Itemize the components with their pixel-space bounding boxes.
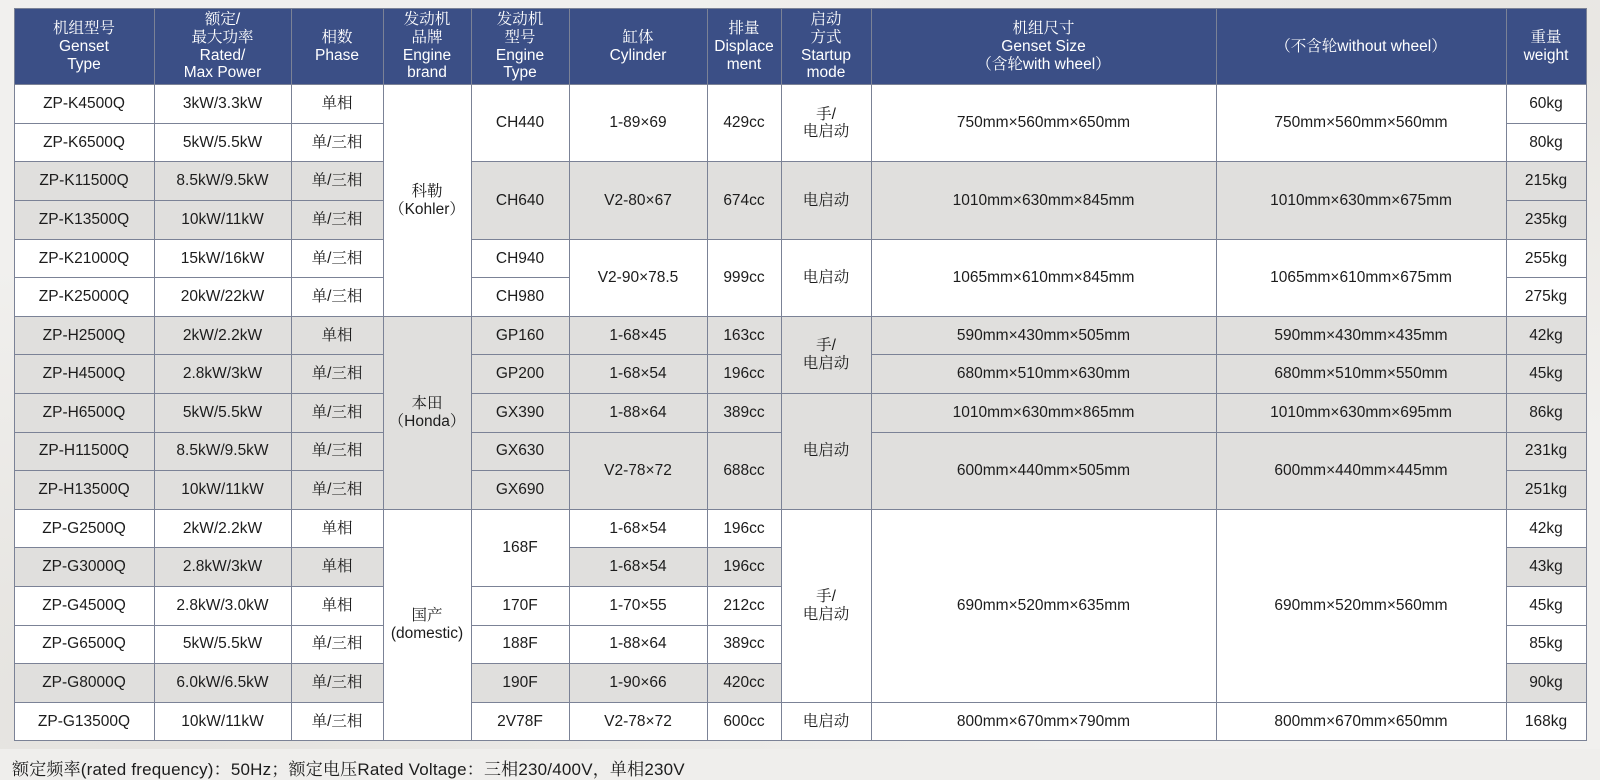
- cell-startup-mode: 电启动: [781, 162, 871, 239]
- cell-weight: 168kg: [1506, 702, 1586, 741]
- cell-phase: 单相: [291, 586, 383, 625]
- cell-genset-type: ZP-G6500Q: [14, 625, 154, 664]
- column-header-displacement: [707, 9, 781, 85]
- header-cn: 发动机: [496, 11, 544, 28]
- cell-size-with-wheel: 1010mm×630mm×845mm: [871, 162, 1216, 239]
- cell-cylinder: V2-90×78.5: [569, 239, 707, 316]
- cell-displacement: 196cc: [707, 548, 781, 587]
- cell-cylinder: V2-78×72: [569, 702, 707, 741]
- header-en: Genset: [59, 37, 109, 55]
- cell-weight: 275kg: [1506, 278, 1586, 317]
- cell-genset-type: ZP-G3000Q: [14, 548, 154, 587]
- cell-power: 2.8kW/3.0kW: [154, 586, 291, 625]
- header-cn: 机组尺寸: [1012, 19, 1075, 37]
- cell-size-with-wheel: 600mm×440mm×505mm: [871, 432, 1216, 509]
- cell-phase: 单/三相: [291, 278, 383, 317]
- cell-displacement: 212cc: [707, 586, 781, 625]
- cell-phase: 单相: [291, 316, 383, 355]
- header-en2: brand: [407, 64, 447, 82]
- cell-engine-type: GP160: [471, 316, 569, 355]
- header-cn: 启动: [810, 11, 842, 28]
- cell-power: 2.8kW/3kW: [154, 548, 291, 587]
- cell-size-with-wheel: 590mm×430mm×505mm: [871, 316, 1216, 355]
- header-en: Cylinder: [609, 46, 667, 64]
- cell-cylinder: 1-88×64: [569, 625, 707, 664]
- cell-genset-type: ZP-H11500Q: [14, 432, 154, 471]
- cell-displacement: 163cc: [707, 316, 781, 355]
- cell-weight: 255kg: [1506, 239, 1586, 278]
- header-en: Genset Size: [1001, 37, 1086, 55]
- header-en2: mode: [806, 64, 846, 82]
- cell-phase: 单相: [291, 85, 383, 124]
- cell-phase: 单/三相: [291, 664, 383, 703]
- cell-size-without-wheel: 750mm×560mm×560mm: [1216, 85, 1506, 162]
- cell-genset-type: ZP-H2500Q: [14, 316, 154, 355]
- table-body: [14, 85, 1586, 741]
- cell-genset-type: ZP-K11500Q: [14, 162, 154, 201]
- cell-cylinder: 1-68×54: [569, 548, 707, 587]
- cell-phase: 单相: [291, 509, 383, 548]
- column-header-engine-brand: [383, 9, 471, 85]
- cell-phase: 单/三相: [291, 432, 383, 471]
- cell-size-without-wheel: 800mm×670mm×650mm: [1216, 702, 1506, 741]
- column-header-genset-type: [14, 9, 154, 85]
- cell-power: 10kW/11kW: [154, 702, 291, 741]
- cell-weight: 43kg: [1506, 548, 1586, 587]
- cell-power: 10kW/11kW: [154, 201, 291, 240]
- column-header-genset-size-without-wheel: [1216, 9, 1506, 85]
- cell-weight: 45kg: [1506, 586, 1586, 625]
- cell-power: 6.0kW/6.5kW: [154, 664, 291, 703]
- cell-weight: 45kg: [1506, 355, 1586, 394]
- cell-startup-mode: 电启动: [781, 394, 871, 510]
- cell-phase: 单/三相: [291, 471, 383, 510]
- table-row: [14, 702, 1586, 741]
- table-row: [14, 239, 1586, 278]
- cell-cylinder: 1-68×45: [569, 316, 707, 355]
- cell-power: 5kW/5.5kW: [154, 625, 291, 664]
- cell-engine-type: 170F: [471, 586, 569, 625]
- cell-weight: 231kg: [1506, 432, 1586, 471]
- cell-power: 10kW/11kW: [154, 471, 291, 510]
- cell-phase: 单/三相: [291, 201, 383, 240]
- cell-phase: 单/三相: [291, 123, 383, 162]
- cell-size-with-wheel: 690mm×520mm×635mm: [871, 509, 1216, 702]
- cell-engine-type: GX690: [471, 471, 569, 510]
- cell-displacement: 999cc: [707, 239, 781, 316]
- cell-weight: 60kg: [1506, 85, 1586, 124]
- table-row: [14, 394, 1586, 433]
- header-cn: （不含轮without wheel）: [1275, 37, 1447, 55]
- header-cn: 重量: [1530, 28, 1562, 46]
- cell-genset-type: ZP-H4500Q: [14, 355, 154, 394]
- cell-size-without-wheel: 590mm×430mm×435mm: [1216, 316, 1506, 355]
- cell-genset-type: ZP-K13500Q: [14, 201, 154, 240]
- cell-engine-type: GX390: [471, 394, 569, 433]
- header-en2: （含轮with wheel）: [976, 55, 1111, 73]
- header-cn2: 品牌: [411, 28, 443, 46]
- cell-power: 8.5kW/9.5kW: [154, 432, 291, 471]
- cell-phase: 单/三相: [291, 239, 383, 278]
- cell-displacement: 196cc: [707, 509, 781, 548]
- cell-startup-mode: 电启动: [781, 702, 871, 741]
- brand-en: （Kohler）: [389, 200, 465, 218]
- cell-power: 2.8kW/3kW: [154, 355, 291, 394]
- cell-size-with-wheel: 800mm×670mm×790mm: [871, 702, 1216, 741]
- header-cn: 机组型号: [52, 19, 115, 37]
- cell-weight: 42kg: [1506, 509, 1586, 548]
- cell-genset-type: ZP-G13500Q: [14, 702, 154, 741]
- cell-cylinder: V2-78×72: [569, 432, 707, 509]
- cell-displacement: 389cc: [707, 625, 781, 664]
- cell-phase: 单相: [291, 548, 383, 587]
- cell-power: 2kW/2.2kW: [154, 509, 291, 548]
- table-row: [14, 509, 1586, 548]
- header-cn: 缸体: [622, 28, 654, 46]
- cell-engine-brand-kohler: [383, 85, 471, 317]
- cell-size-without-wheel: 680mm×510mm×550mm: [1216, 355, 1506, 394]
- cell-phase: 单/三相: [291, 394, 383, 433]
- header-en2: ment: [726, 55, 762, 73]
- header-en: Engine: [402, 46, 452, 64]
- header-cn2: 最大功率: [191, 28, 254, 46]
- cell-genset-type: ZP-G2500Q: [14, 509, 154, 548]
- cell-genset-type: ZP-H6500Q: [14, 394, 154, 433]
- cell-size-without-wheel: 1010mm×630mm×675mm: [1216, 162, 1506, 239]
- table-row: [14, 162, 1586, 201]
- cell-engine-type: GX630: [471, 432, 569, 471]
- cell-genset-type: ZP-K6500Q: [14, 123, 154, 162]
- brand-en: （Honda）: [388, 412, 466, 430]
- cell-startup-mode: 手/ 电启动: [781, 85, 871, 162]
- header-cn2: 方式: [810, 28, 842, 46]
- cell-power: 15kW/16kW: [154, 239, 291, 278]
- cell-engine-type: CH440: [471, 85, 569, 162]
- table-header: [14, 9, 1586, 85]
- cell-size-without-wheel: 690mm×520mm×560mm: [1216, 509, 1506, 702]
- cell-displacement: 389cc: [707, 394, 781, 433]
- cell-weight: 215kg: [1506, 162, 1586, 201]
- cell-genset-type: ZP-G8000Q: [14, 664, 154, 703]
- cell-genset-type: ZP-K25000Q: [14, 278, 154, 317]
- column-header-cylinder: [569, 9, 707, 85]
- cell-genset-type: ZP-G4500Q: [14, 586, 154, 625]
- cell-startup-mode: 电启动: [781, 239, 871, 316]
- header-en: Startup: [801, 46, 851, 64]
- header-en: Rated/: [199, 46, 246, 64]
- cell-displacement: 674cc: [707, 162, 781, 239]
- cell-power: 5kW/5.5kW: [154, 394, 291, 433]
- cell-power: 2kW/2.2kW: [154, 316, 291, 355]
- cell-engine-type: 188F: [471, 625, 569, 664]
- cell-displacement: 420cc: [707, 664, 781, 703]
- header-en: weight: [1523, 46, 1569, 64]
- footnote-rated-frequency-voltage: 额定频率(rated frequency)：50Hz；额定电压Rated Voltage：三相230/400V，单相230V: [12, 760, 685, 780]
- table-row: [14, 85, 1586, 124]
- cell-weight: 251kg: [1506, 471, 1586, 510]
- genset-spec-table: [14, 8, 1587, 741]
- header-cn: 额定/: [204, 11, 241, 28]
- brand-cn: 科勒: [411, 182, 443, 200]
- header-row: [14, 9, 1586, 85]
- header-en2: Type: [67, 55, 101, 73]
- cell-phase: 单/三相: [291, 625, 383, 664]
- table-row: [14, 316, 1586, 355]
- cell-weight: 42kg: [1506, 316, 1586, 355]
- column-header-engine-type: [471, 9, 569, 85]
- cell-displacement: 600cc: [707, 702, 781, 741]
- cell-engine-type: 190F: [471, 664, 569, 703]
- cell-cylinder: 1-90×66: [569, 664, 707, 703]
- cell-size-with-wheel: 680mm×510mm×630mm: [871, 355, 1216, 394]
- cell-phase: 单/三相: [291, 162, 383, 201]
- column-header-startup-mode: [781, 9, 871, 85]
- cell-weight: 235kg: [1506, 201, 1586, 240]
- header-en: Phase: [315, 46, 359, 64]
- cell-weight: 80kg: [1506, 123, 1586, 162]
- cell-phase: 单/三相: [291, 702, 383, 741]
- cell-cylinder: 1-68×54: [569, 509, 707, 548]
- header-en: Engine: [495, 46, 545, 64]
- brand-en: (domestic): [390, 625, 464, 643]
- header-cn: 发动机: [403, 11, 451, 28]
- cell-displacement: 429cc: [707, 85, 781, 162]
- cell-engine-type: CH640: [471, 162, 569, 239]
- cell-weight: 90kg: [1506, 664, 1586, 703]
- cell-engine-brand-honda: [383, 316, 471, 509]
- cell-displacement: 196cc: [707, 355, 781, 394]
- cell-power: 3kW/3.3kW: [154, 85, 291, 124]
- column-header-rated-max-power: [154, 9, 291, 85]
- cell-cylinder: 1-68×54: [569, 355, 707, 394]
- cell-size-without-wheel: 1010mm×630mm×695mm: [1216, 394, 1506, 433]
- column-header-phase: [291, 9, 383, 85]
- cell-power: 20kW/22kW: [154, 278, 291, 317]
- cell-cylinder: 1-89×69: [569, 85, 707, 162]
- header-cn: 排量: [728, 19, 760, 37]
- cell-size-without-wheel: 600mm×440mm×445mm: [1216, 432, 1506, 509]
- cell-size-without-wheel: 1065mm×610mm×675mm: [1216, 239, 1506, 316]
- cell-engine-type: CH980: [471, 278, 569, 317]
- cell-engine-type: CH940: [471, 239, 569, 278]
- cell-cylinder: 1-70×55: [569, 586, 707, 625]
- cell-weight: 85kg: [1506, 625, 1586, 664]
- cell-genset-type: ZP-K4500Q: [14, 85, 154, 124]
- cell-cylinder: 1-88×64: [569, 394, 707, 433]
- cell-engine-type: 168F: [471, 509, 569, 586]
- cell-engine-type: 2V78F: [471, 702, 569, 741]
- cell-displacement: 688cc: [707, 432, 781, 509]
- header-cn2: 型号: [504, 28, 536, 46]
- cell-genset-type: ZP-H13500Q: [14, 471, 154, 510]
- column-header-genset-size-with-wheel: [871, 9, 1216, 85]
- cell-phase: 单/三相: [291, 355, 383, 394]
- cell-startup-mode: 手/ 电启动: [781, 509, 871, 702]
- header-en: Displace: [714, 37, 774, 55]
- cell-startup-mode: 手/ 电启动: [781, 316, 871, 393]
- column-header-weight: [1506, 9, 1586, 85]
- cell-size-with-wheel: 1010mm×630mm×865mm: [871, 394, 1216, 433]
- cell-engine-brand-domestic: [383, 509, 471, 741]
- cell-power: 5kW/5.5kW: [154, 123, 291, 162]
- cell-weight: 86kg: [1506, 394, 1586, 433]
- header-en2: Type: [503, 64, 537, 82]
- brand-cn: 国产: [411, 607, 443, 625]
- cell-size-with-wheel: 750mm×560mm×650mm: [871, 85, 1216, 162]
- cell-size-with-wheel: 1065mm×610mm×845mm: [871, 239, 1216, 316]
- cell-genset-type: ZP-K21000Q: [14, 239, 154, 278]
- header-en2: Max Power: [183, 64, 262, 82]
- cell-cylinder: V2-80×67: [569, 162, 707, 239]
- cell-power: 8.5kW/9.5kW: [154, 162, 291, 201]
- header-cn: 相数: [321, 28, 353, 46]
- brand-cn: 本田: [411, 394, 443, 412]
- cell-engine-type: GP200: [471, 355, 569, 394]
